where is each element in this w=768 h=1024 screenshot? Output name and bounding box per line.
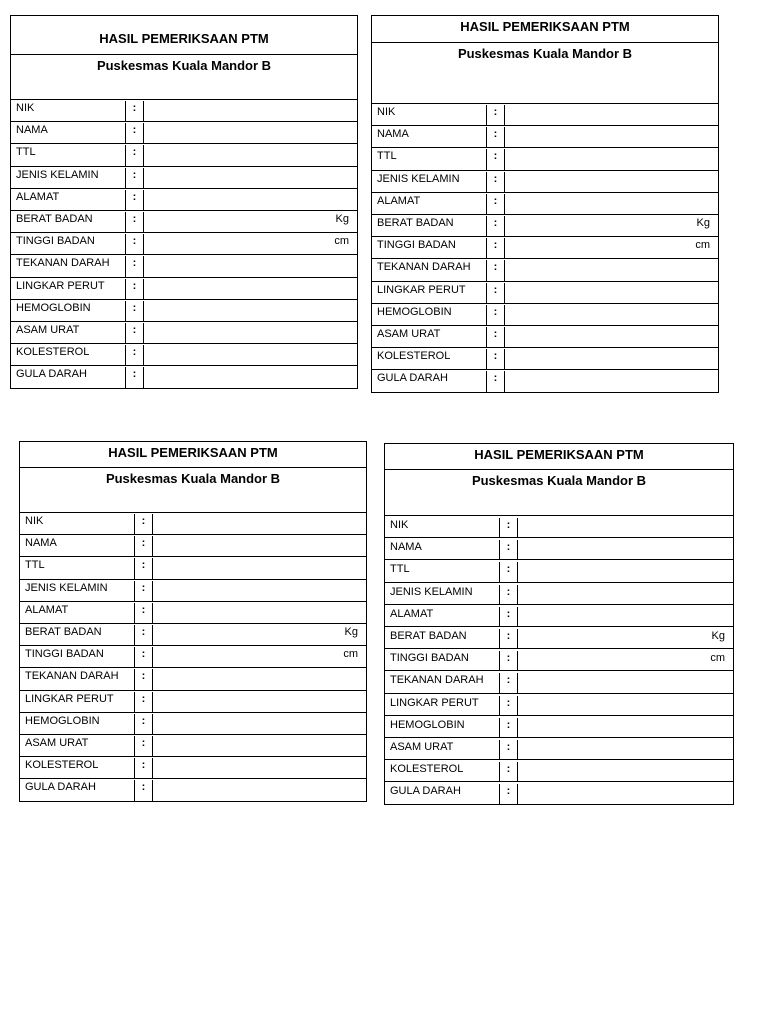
card-subtitle: Puskesmas Kuala Mandor B	[105, 471, 281, 486]
field-table	[20, 513, 366, 801]
field-separator: :	[487, 149, 505, 169]
field-row-jenis-kelamin	[20, 580, 366, 602]
field-label: JENIS KELAMIN	[372, 172, 487, 192]
field-row-ttl	[20, 557, 366, 579]
field-row-ttl	[385, 560, 733, 582]
field-value[interactable]	[505, 283, 718, 303]
field-row-lingkar-perut	[385, 694, 733, 716]
field-row-asam-urat	[372, 326, 718, 348]
field-label: TINGGI BADAN	[20, 647, 135, 667]
field-label: ASAM URAT	[372, 327, 487, 347]
field-row-jenis-kelamin	[372, 171, 718, 193]
field-value[interactable]: cm	[710, 652, 725, 665]
field-row-berat-badan	[385, 627, 733, 649]
field-row-tinggi-badan	[372, 237, 718, 259]
field-table	[372, 104, 718, 392]
field-label: NIK	[11, 101, 126, 121]
field-separator: :	[126, 212, 144, 232]
field-separator: :	[126, 256, 144, 276]
field-separator: :	[500, 696, 518, 715]
field-label: JENIS KELAMIN	[11, 168, 126, 188]
exam-card-top-left	[10, 15, 358, 389]
field-value[interactable]	[153, 558, 366, 578]
field-row-nik	[11, 100, 357, 122]
field-value[interactable]	[518, 540, 733, 559]
field-separator: :	[500, 540, 518, 559]
field-row-tinggi-badan	[20, 646, 366, 668]
field-label: KOLESTEROL	[11, 345, 126, 365]
field-row-tekanan-darah	[11, 255, 357, 277]
field-row-nik	[372, 104, 718, 126]
field-label: GULA DARAH	[372, 371, 487, 392]
field-label: HEMOGLOBIN	[372, 305, 487, 325]
field-row-alamat	[372, 193, 718, 215]
field-label: TTL	[11, 145, 126, 165]
field-value[interactable]	[505, 327, 718, 347]
field-label: HEMOGLOBIN	[11, 301, 126, 321]
field-row-hemoglobin	[11, 300, 357, 322]
field-label: TINGGI BADAN	[11, 234, 126, 254]
field-label: NAMA	[11, 123, 126, 143]
field-label: KOLESTEROL	[20, 758, 135, 778]
field-value[interactable]	[518, 518, 733, 537]
field-label: BERAT BADAN	[20, 625, 135, 645]
field-label: TTL	[20, 558, 135, 578]
field-label: LINGKAR PERUT	[385, 696, 500, 715]
field-separator: :	[487, 371, 505, 392]
field-value[interactable]	[153, 692, 366, 712]
field-row-kolesterol	[11, 344, 357, 366]
field-separator: :	[487, 216, 505, 236]
field-separator: :	[126, 323, 144, 343]
field-separator: :	[500, 740, 518, 759]
field-separator: :	[126, 279, 144, 299]
field-value[interactable]	[153, 514, 366, 534]
field-value[interactable]	[518, 696, 733, 715]
field-row-tekanan-darah	[20, 668, 366, 690]
field-row-nik	[20, 513, 366, 535]
field-value[interactable]	[505, 194, 718, 214]
field-value[interactable]	[144, 145, 357, 165]
field-separator: :	[487, 260, 505, 280]
field-label: HEMOGLOBIN	[20, 714, 135, 734]
field-separator: :	[487, 194, 505, 214]
field-table	[385, 516, 733, 804]
field-separator: :	[500, 784, 518, 804]
field-value[interactable]	[153, 536, 366, 556]
field-row-kolesterol	[372, 348, 718, 370]
field-row-kolesterol	[20, 757, 366, 779]
field-value[interactable]	[153, 714, 366, 734]
field-row-ttl	[372, 148, 718, 170]
field-separator: :	[487, 127, 505, 147]
field-label: TEKANAN DARAH	[20, 669, 135, 689]
field-label: NIK	[372, 105, 487, 125]
field-separator: :	[487, 172, 505, 192]
exam-card-bottom-right	[384, 443, 734, 805]
field-separator: :	[500, 651, 518, 670]
field-value[interactable]	[505, 305, 718, 325]
field-row-tekanan-darah	[385, 671, 733, 693]
field-row-asam-urat	[20, 735, 366, 757]
card-title: HASIL PEMERIKSAAN PTM	[11, 16, 357, 55]
field-label: KOLESTEROL	[385, 762, 500, 781]
field-value[interactable]	[153, 669, 366, 689]
card-subtitle: Puskesmas Kuala Mandor B	[457, 46, 633, 61]
field-label: GULA DARAH	[11, 367, 126, 388]
field-value[interactable]	[518, 585, 733, 604]
field-value[interactable]	[144, 367, 357, 388]
field-label: GULA DARAH	[385, 784, 500, 804]
field-separator: :	[126, 234, 144, 254]
field-row-tekanan-darah	[372, 259, 718, 281]
field-label: JENIS KELAMIN	[385, 585, 500, 604]
field-label: KOLESTEROL	[372, 349, 487, 369]
field-value[interactable]: cm	[334, 235, 349, 248]
field-row-gula-darah	[20, 779, 366, 801]
field-separator: :	[126, 123, 144, 143]
field-separator: :	[126, 101, 144, 121]
field-row-jenis-kelamin	[385, 583, 733, 605]
field-label: ALAMAT	[372, 194, 487, 214]
field-value[interactable]	[505, 105, 718, 125]
field-separator: :	[135, 692, 153, 712]
field-row-alamat	[11, 189, 357, 211]
field-row-lingkar-perut	[372, 282, 718, 304]
field-label: TINGGI BADAN	[372, 238, 487, 258]
field-separator: :	[500, 673, 518, 692]
field-label: HEMOGLOBIN	[385, 718, 500, 737]
field-value[interactable]	[505, 371, 718, 392]
field-row-asam-urat	[11, 322, 357, 344]
field-value[interactable]	[518, 562, 733, 581]
field-label: JENIS KELAMIN	[20, 581, 135, 601]
field-label: NIK	[20, 514, 135, 534]
field-separator: :	[126, 367, 144, 388]
field-label: ALAMAT	[385, 607, 500, 626]
field-value[interactable]	[153, 780, 366, 801]
field-row-alamat	[20, 602, 366, 624]
card-title: HASIL PEMERIKSAAN PTM	[20, 442, 366, 468]
field-separator: :	[135, 536, 153, 556]
field-value[interactable]: cm	[695, 239, 710, 252]
card-header	[20, 442, 366, 513]
field-label: GULA DARAH	[20, 780, 135, 801]
field-value[interactable]	[505, 127, 718, 147]
field-row-hemoglobin	[20, 713, 366, 735]
field-value[interactable]: Kg	[696, 216, 710, 229]
field-separator: :	[487, 105, 505, 125]
field-separator: :	[487, 283, 505, 303]
field-value[interactable]	[505, 172, 718, 192]
field-label: NAMA	[372, 127, 487, 147]
field-label: ASAM URAT	[385, 740, 500, 759]
exam-card-top-right	[371, 15, 719, 393]
field-separator: :	[500, 762, 518, 781]
field-separator: :	[500, 629, 518, 648]
field-separator: :	[135, 625, 153, 645]
field-label: BERAT BADAN	[385, 629, 500, 648]
field-row-nama	[372, 126, 718, 148]
field-row-ttl	[11, 144, 357, 166]
field-separator: :	[126, 190, 144, 210]
field-value[interactable]	[518, 740, 733, 759]
field-separator: :	[135, 603, 153, 623]
field-label: ALAMAT	[20, 603, 135, 623]
field-value[interactable]	[518, 607, 733, 626]
field-row-tinggi-badan	[11, 233, 357, 255]
card-subtitle: Puskesmas Kuala Mandor B	[96, 58, 272, 73]
field-row-kolesterol	[385, 760, 733, 782]
field-value[interactable]	[144, 168, 357, 188]
field-label: TEKANAN DARAH	[11, 256, 126, 276]
field-separator: :	[135, 669, 153, 689]
card-title: HASIL PEMERIKSAAN PTM	[385, 444, 733, 470]
field-separator: :	[500, 718, 518, 737]
field-row-nama	[20, 535, 366, 557]
field-separator: :	[135, 558, 153, 578]
field-value[interactable]	[518, 762, 733, 781]
field-row-gula-darah	[385, 782, 733, 804]
field-label: TINGGI BADAN	[385, 651, 500, 670]
field-separator: :	[487, 327, 505, 347]
field-label: ASAM URAT	[20, 736, 135, 756]
field-value[interactable]	[144, 256, 357, 276]
field-row-berat-badan	[372, 215, 718, 237]
field-separator: :	[500, 607, 518, 626]
field-row-jenis-kelamin	[11, 167, 357, 189]
field-label: NIK	[385, 518, 500, 537]
card-header	[11, 16, 357, 100]
field-row-nama	[385, 538, 733, 560]
field-separator: :	[126, 168, 144, 188]
field-separator: :	[500, 562, 518, 581]
field-label: BERAT BADAN	[11, 212, 126, 232]
field-value[interactable]	[505, 260, 718, 280]
card-header	[385, 444, 733, 516]
field-separator: :	[500, 585, 518, 604]
field-label: TTL	[385, 562, 500, 581]
field-value[interactable]	[518, 784, 733, 804]
field-row-lingkar-perut	[11, 278, 357, 300]
field-label: LINGKAR PERUT	[11, 279, 126, 299]
field-value[interactable]	[144, 301, 357, 321]
field-separator: :	[126, 301, 144, 321]
field-row-berat-badan	[11, 211, 357, 233]
field-value[interactable]	[144, 123, 357, 143]
card-header	[372, 16, 718, 104]
card-title: HASIL PEMERIKSAAN PTM	[372, 16, 718, 43]
field-row-lingkar-perut	[20, 691, 366, 713]
field-separator: :	[487, 349, 505, 369]
field-value[interactable]	[144, 101, 357, 121]
field-row-nik	[385, 516, 733, 538]
field-label: BERAT BADAN	[372, 216, 487, 236]
field-value[interactable]	[144, 345, 357, 365]
field-label: LINGKAR PERUT	[372, 283, 487, 303]
field-label: LINGKAR PERUT	[20, 692, 135, 712]
field-value[interactable]	[518, 673, 733, 692]
field-value[interactable]	[153, 603, 366, 623]
field-separator: :	[135, 714, 153, 734]
field-separator: :	[500, 518, 518, 537]
field-value[interactable]: Kg	[335, 212, 349, 225]
field-separator: :	[126, 145, 144, 165]
field-label: TEKANAN DARAH	[385, 673, 500, 692]
field-separator: :	[135, 581, 153, 601]
exam-card-bottom-left	[19, 441, 367, 802]
field-label: NAMA	[385, 540, 500, 559]
field-row-hemoglobin	[372, 304, 718, 326]
field-table	[11, 100, 357, 388]
field-separator: :	[135, 736, 153, 756]
field-value[interactable]	[144, 190, 357, 210]
field-separator: :	[135, 780, 153, 801]
field-label: ASAM URAT	[11, 323, 126, 343]
field-value[interactable]	[153, 736, 366, 756]
field-separator: :	[135, 758, 153, 778]
field-value[interactable]: cm	[343, 648, 358, 661]
field-label: TEKANAN DARAH	[372, 260, 487, 280]
field-row-alamat	[385, 605, 733, 627]
field-row-berat-badan	[20, 624, 366, 646]
field-separator: :	[487, 305, 505, 325]
field-separator: :	[126, 345, 144, 365]
field-separator: :	[135, 647, 153, 667]
field-row-hemoglobin	[385, 716, 733, 738]
field-row-tinggi-badan	[385, 649, 733, 671]
field-label: NAMA	[20, 536, 135, 556]
field-value[interactable]	[505, 349, 718, 369]
field-value[interactable]	[144, 279, 357, 299]
field-separator: :	[135, 514, 153, 534]
field-value[interactable]	[505, 149, 718, 169]
field-row-gula-darah	[372, 370, 718, 392]
field-row-nama	[11, 122, 357, 144]
card-subtitle: Puskesmas Kuala Mandor B	[471, 473, 647, 488]
field-row-gula-darah	[11, 366, 357, 388]
field-row-asam-urat	[385, 738, 733, 760]
field-value[interactable]	[518, 718, 733, 737]
field-value[interactable]	[153, 581, 366, 601]
field-value[interactable]	[153, 758, 366, 778]
field-label: ALAMAT	[11, 190, 126, 210]
field-value[interactable]: Kg	[711, 629, 725, 642]
field-separator: :	[487, 238, 505, 258]
field-value[interactable]: Kg	[344, 625, 358, 638]
field-value[interactable]	[144, 323, 357, 343]
field-label: TTL	[372, 149, 487, 169]
